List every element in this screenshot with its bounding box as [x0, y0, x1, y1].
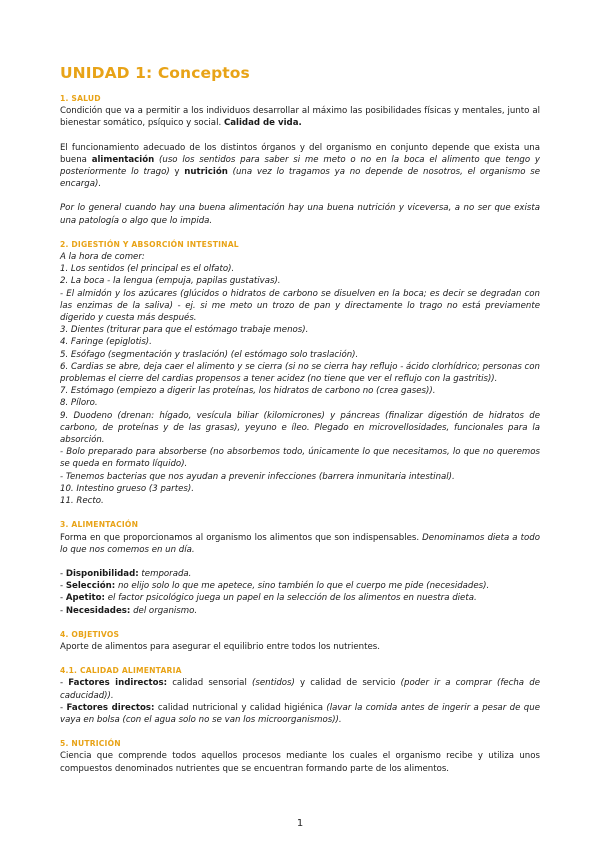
digestion-line: - El almidón y los azúcares (glúcidos o hidratos de carbono se disuelven en la boca; es decir se degradan con las enzimas de la saliva) - ej. si me meto un trozo de pan y directamente lo trago no está previamente digerido y cuesta más después. [60, 288, 540, 324]
objetivos-text: Aporte de alimentos para asegurar el equilibrio entre todos los nutrientes. [60, 641, 380, 652]
alimentacion-intro-text: Forma en que proporcionamos al organismo los alimentos que son indispensables. [60, 532, 423, 543]
alimentacion-item-text: del organismo. [130, 605, 198, 616]
calidad-indirectos: - Factores indirectos: calidad sensorial (sentidos) y calidad de servicio (poder ir a comprar (fecha de caducidad)). [60, 678, 540, 701]
calidad-ind-b: (sentidos) [252, 678, 295, 689]
digestion-line: 9. Duodeno (drenan: hígado, vesícula biliar (kilomicrones) y páncreas (finalizar digestión de hidratos de carbono, de proteínas y de las grasas), yeyuno e íleo. Plegado en microvellosidades, funcionales para la absorción. [60, 410, 540, 446]
alimentacion-item: - Selección: no elijo solo lo que me apetece, sino también lo que el cuerpo me pide (necesidades). [60, 581, 490, 592]
section-heading-salud: 1. SALUD [60, 94, 101, 103]
page-title: UNIDAD 1: Conceptos [60, 64, 250, 82]
salud-p3: Por lo general cuando hay una buena alimentación hay una buena nutrición y viceversa, a no ser que exista una patología o algo que lo impida. [60, 203, 540, 226]
alimentacion-intro [60, 532, 540, 556]
calidad-ind-a: calidad sensorial [167, 678, 253, 689]
salud-p2-c: (uso los sentidos para saber si me meto o no en la boca el alimento que tengo y posteriormente lo trago) [60, 154, 540, 178]
salud-p2-b: alimentación [91, 154, 155, 165]
alimentacion-item-label: Selección: [65, 581, 116, 592]
digestion-line: 4. Faringe (epiglotis). [60, 337, 152, 348]
digestion-line: - Tenemos bacterias que nos ayudan a prevenir infecciones (barrera inmunitaria intestinal). [60, 471, 455, 482]
section-heading-calidad: 4.1. CALIDAD ALIMENTARIA [60, 666, 182, 676]
calidad-directos: - Factores directos: calidad nutricional y calidad higiénica (lavar la comida antes de ingerir a pesar de que vaya en bolsa (con el agua solo no se van los microorganismos)). [60, 702, 540, 725]
salud-p2-f: (una vez lo tragamos ya no depende de nosotros, el organismo se encarga). [60, 167, 540, 190]
digestion-line: 2. La boca - la lengua (empuja, papilas gustativas). [60, 276, 281, 287]
digestion-line: 7. Estómago (empiezo a digerir las proteínas, los hidratos de carbono no (crea gases)). [60, 386, 436, 397]
alimentacion-item: - Necesidades: del organismo. [60, 605, 198, 616]
document-page [60, 0, 540, 848]
calidad-dir-label: Factores directos: [66, 702, 155, 713]
calidad-dir-b: (lavar la comida antes de ingerir a pesar de que vaya en bolsa (con el agua solo no se van los microorganismos)). [60, 702, 540, 725]
calidad-dir-a: calidad nutricional y calidad higiénica [154, 702, 327, 713]
alimentacion-item-label: Disponibilidad: [65, 568, 139, 579]
alimentacion-intro-italic: Denominamos dieta a todo lo que nos comemos en un día. [60, 532, 540, 555]
digestion-line: 6. Cardias se abre, deja caer el alimento y se cierra (si no se cierra hay reflujo - ácido clorhídrico; personas con problemas el cierre del cardias propensos a tener acidez (no tiene que ver el reflujo con la gastritis)). [60, 361, 540, 385]
salud-p2-a: El funcionamiento adecuado de los distintos órganos y del organismo en conjunto depende que exista una buena [60, 142, 540, 165]
salud-p2-e: nutrición [184, 167, 228, 178]
salud-paragraph-2 [60, 142, 540, 191]
page-number: 1 [296, 818, 304, 829]
digestion-line: 1. Los sentidos (el principal es el olfato). [60, 264, 235, 275]
calidad-ind-label: Factores indirectos: [68, 678, 168, 689]
alimentacion-item-label: Necesidades: [65, 605, 131, 616]
digestion-line: 5. Esófago (segmentación y traslación) (el estómago solo traslación). [60, 349, 359, 360]
alimentacion-item: - Disponibilidad: temporada. [60, 568, 192, 579]
alimentacion-item-text: no elijo solo lo que me apetece, sino también lo que el cuerpo me pide (necesidades). [115, 581, 490, 592]
section-heading-digestion: 2. DIGESTIÓN Y ABSORCIÓN INTESTINAL [60, 239, 239, 249]
salud-p1-text: Condición que va a permitir a los individuos desarrollar al máximo las posibilidades físicas y mentales, junto al bienestar somático, psíquico y social. [60, 106, 540, 129]
salud-p2-d: y [169, 167, 185, 178]
digestion-line: - Bolo preparado para absorberse (no absorbemos todo, únicamente lo que necesitamos, lo que no queremos se queda en formato líquido). [60, 447, 540, 470]
calidad-ind-d: (poder ir a comprar (fecha de caducidad)). [60, 678, 540, 701]
digestion-line: 8. Píloro. [60, 398, 98, 409]
document-body [60, 93, 540, 775]
alimentacion-item: - Apetito: el factor psicológico juega un papel en la selección de los alimentos en nuestra dieta. [60, 593, 477, 604]
calidad-ind-c: y calidad de servicio [294, 678, 401, 689]
section-heading-alimentacion: 3. ALIMENTACIÓN [60, 520, 139, 530]
alimentacion-item-label: Apetito: [65, 593, 105, 604]
salud-paragraph-1 [60, 105, 540, 129]
digestion-line: 3. Dientes (triturar para que el estómago trabaje menos). [60, 325, 309, 336]
salud-p1-bold: Calidad de vida. [223, 118, 302, 129]
salud-paragraph-3 [60, 202, 540, 226]
section-heading-nutricion: 5. NUTRICIÓN [60, 739, 121, 749]
digestion-line: 11. Recto. [60, 496, 104, 507]
alimentacion-item-text: el factor psicológico juega un papel en la selección de los alimentos en nuestra dieta. [104, 593, 477, 604]
digestion-line: 10. Intestino grueso (3 partes). [60, 483, 194, 494]
nutricion-text: Ciencia que comprende todos aquellos procesos mediante los cuales el organismo recibe y utiliza unos compuestos denominados nutrientes que se encuentran formando parte de los alimentos. [60, 751, 540, 774]
digestion-line: A la hora de comer: [60, 252, 145, 263]
section-heading-objetivos: 4. OBJETIVOS [60, 629, 120, 639]
alimentacion-item-text: temporada. [138, 568, 192, 579]
